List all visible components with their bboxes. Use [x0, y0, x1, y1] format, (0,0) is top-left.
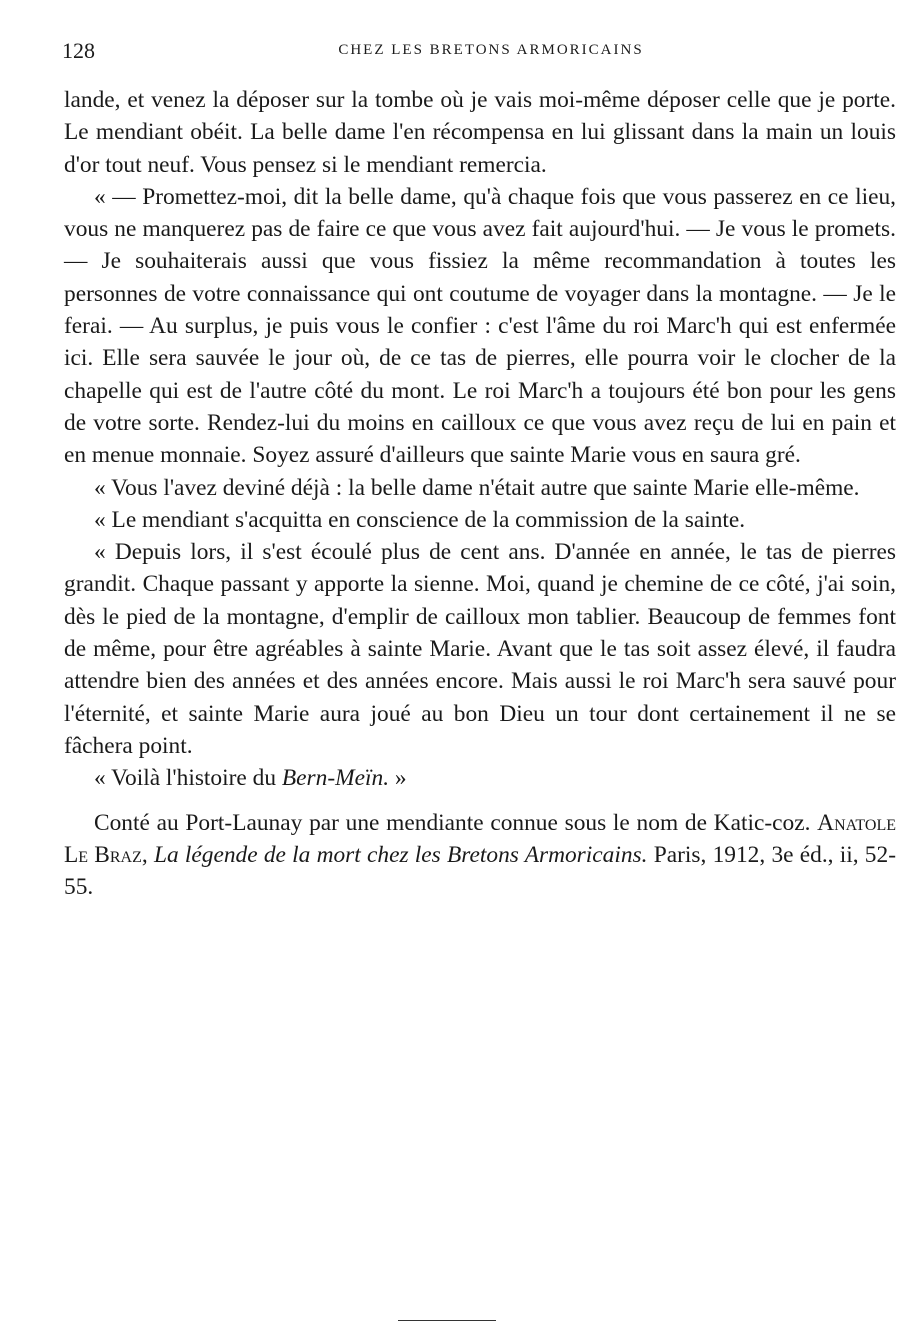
source-details: Paris, 1912, 3e éd., ii, 52-55. — [64, 841, 896, 901]
paragraph: « Le mendiant s'acquitta en conscience de la commission de la sainte. — [94, 506, 746, 533]
paragraph: lande, et venez la déposer sur la tombe où je vais moi-même déposer celle que je porte. Le mendiant obéit. La belle dame l'en récompensa en lui glissant dans la main un louis d'or tout neuf. Vous pensez si le mendiant remercia. — [64, 87, 896, 178]
paragraph: « — Promettez-moi, dit la belle dame, qu'à chaque fois que vous passerez en ce lieu, vous ne manquerez pas de faire ce que vous avez fait aujourd'hui. — Je vous le promets. — Je souhaiterais aussi que vous fissiez la même recommandation à toutes les personnes de votre connaissance qui ont coutume de voyager dans la montagne. — Je le ferai. — Au surplus, je puis vous le confier : c'est l'âme du roi Marc'h qui est enfermée ici. Elle sera sauvée le jour où, de ce tas de pierres, elle pourra voir le clocher de la chapelle qui est de l'autre côté du mont. Le roi Marc'h a toujours été bon pour les gens de votre sorte. Rendez-lui du moins en cailloux ce que vous avez reçu de lui en pain et en menue monnaie. Soyez assuré d'ailleurs que sainte Marie vous en saura gré. — [64, 183, 896, 469]
running-head: CHEZ LES BRETONS ARMORICAINS — [338, 42, 644, 58]
closing-prefix: « Voilà l'histoire du — [94, 765, 282, 792]
source-sep: , — [141, 841, 154, 868]
tale-title: Bern-Meïn. — [281, 765, 390, 792]
paragraph: « Vous l'avez deviné déjà : la belle dame n'était autre que sainte Marie elle-même. — [94, 474, 860, 501]
source-work: La légende de la mort chez les Bretons Armoricains. — [153, 841, 648, 868]
page-number: 128 — [62, 38, 95, 63]
paragraph: « Depuis lors, il s'est écoulé plus de cent ans. D'année en année, le tas de pierres grandit. Chaque passant y apporte la sienne. Moi, quand je chemine de ce côté, j'ai soin, dès le pied de la montagne, d'emplir de cailloux mon tablier. Beaucoup de femmes font de même, pour être agréables à sainte Marie. Avant que le tas soit assez élevé, il faudra attendre bien des années et des années encore. Mais aussi le roi Marc'h sera sauvé pour l'éternité, et sainte Marie aura joué au bon Dieu un tour dont certainement il ne se fâchera point. — [64, 539, 896, 759]
closing-suffix: » — [389, 765, 407, 792]
source-intro: Conté au Port-Launay par une mendiante connue sous le nom de Katic-coz. — [94, 809, 818, 836]
source-author: Anatole Le Braz — [64, 809, 896, 868]
bottom-rule — [398, 1320, 496, 1321]
body-text — [64, 84, 896, 903]
source-citation — [64, 807, 896, 904]
closing-line — [64, 762, 896, 794]
page-header — [62, 38, 860, 68]
